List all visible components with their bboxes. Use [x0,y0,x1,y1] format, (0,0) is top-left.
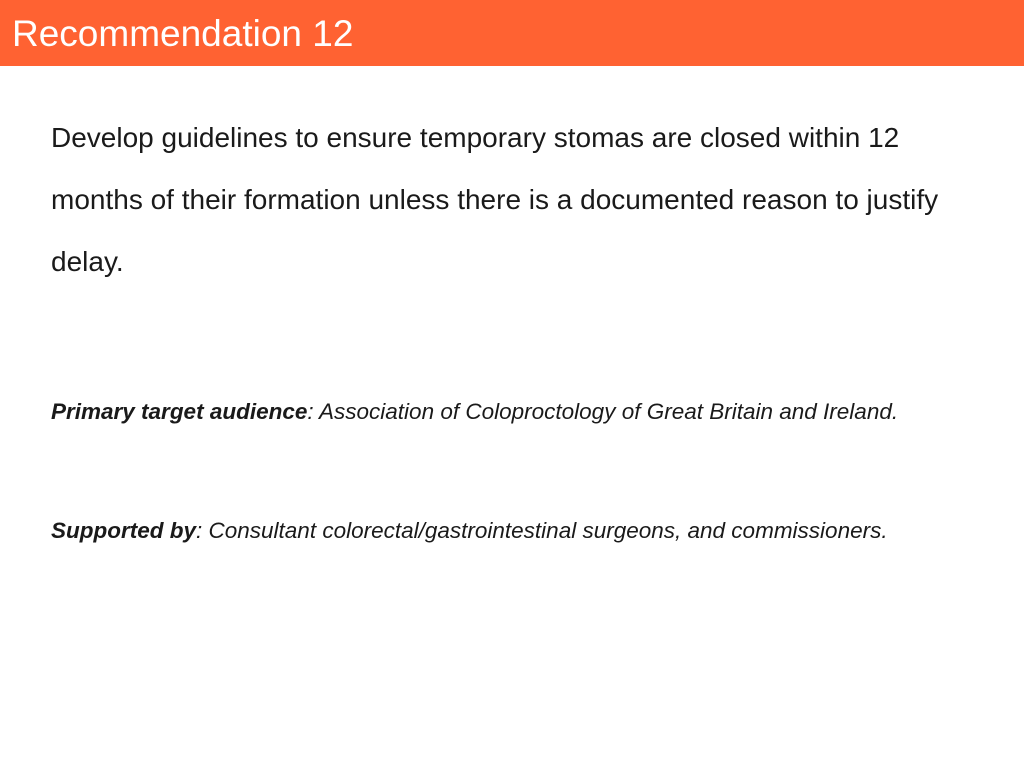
slide-title: Recommendation 12 [12,13,354,54]
primary-target-audience [51,386,981,437]
supported-by-value: : Consultant colorectal/gastrointestinal surgeons, and commissioners. [196,518,888,543]
supported-by [51,505,981,556]
title-bar [0,0,1024,66]
primary-target-audience-label: Primary target audience [51,399,308,424]
recommendation-text: Develop guidelines to ensure temporary stomas are closed within 12 months of their formation unless there is a documented reason to justify delay. [51,122,939,277]
supported-by-label: Supported by [51,518,196,543]
primary-target-audience-value: : Association of Coloproctology of Great Britain and Ireland. [307,399,899,424]
